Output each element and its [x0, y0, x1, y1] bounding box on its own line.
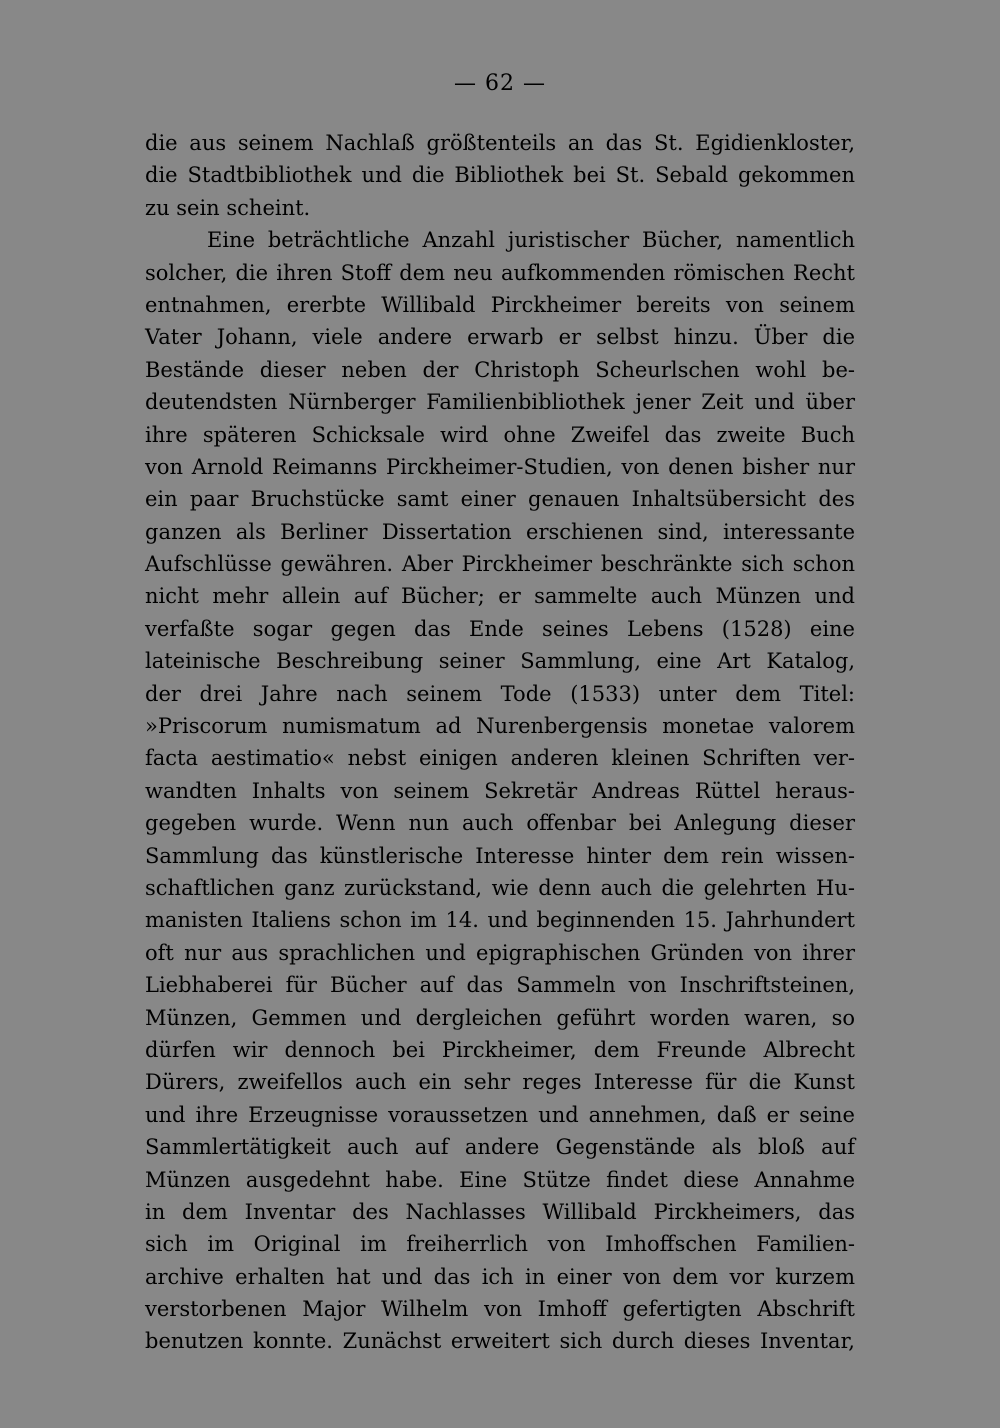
text-line: Bestände dieser neben der Christoph Scheurlschen wohl be- — [145, 357, 855, 382]
text-line: nicht mehr allein auf Bücher; er sammelte auch Münzen und — [145, 584, 855, 609]
text-line: Sammlertätigkeit auch auf andere Gegenstände als bloß auf — [145, 1135, 855, 1160]
text-line: Münzen ausgedehnt habe. Eine Stütze findet diese Annahme — [145, 1167, 855, 1192]
text-line: sich im Original im freiherrlich von Imhoffschen Familien- — [145, 1232, 855, 1257]
text-line: manisten Italiens schon im 14. und beginnenden 15. Jahrhundert — [145, 908, 855, 933]
text-line: archive erhalten hat und das ich in einer von dem vor kurzem — [145, 1264, 855, 1289]
text-line: benutzen konnte. Zunächst erweitert sich durch dieses Inventar, — [145, 1329, 855, 1354]
text-line: Dürers, zweifellos auch ein sehr reges Interesse für die Kunst — [145, 1070, 855, 1095]
text-line: Vater Johann, viele andere erwarb er selbst hinzu. Über die — [145, 325, 855, 350]
text-line: gegeben wurde. Wenn nun auch offenbar bei Anlegung dieser — [145, 811, 855, 836]
text-line: ganzen als Berliner Dissertation erschienen sind, interessante — [145, 519, 855, 544]
text-line: ein paar Bruchstücke samt einer genauen Inhaltsübersicht des — [145, 487, 855, 512]
text-line: die Stadtbibliothek und die Bibliothek bei St. Sebald gekommen — [145, 163, 855, 188]
text-line: oft nur aus sprachlichen und epigraphischen Gründen von ihrer — [145, 940, 855, 965]
text-line: Eine beträchtliche Anzahl juristischer Bücher, namentlich — [207, 228, 855, 253]
text-line: der drei Jahre nach seinem Tode (1533) unter dem Titel: — [145, 681, 855, 706]
text-line: verfaßte sogar gegen das Ende seines Lebens (1528) eine — [145, 616, 855, 641]
text-line: schaftlichen ganz zurückstand, wie denn auch die gelehrten Hu- — [145, 875, 855, 900]
text-line: Aufschlüsse gewähren. Aber Pirckheimer beschränkte sich schon — [145, 552, 855, 577]
text-line: solcher, die ihren Stoff dem neu aufkommenden römischen Recht — [145, 260, 855, 285]
text-line: die aus seinem Nachlaß größtenteils an das St. Egidienkloster, — [145, 131, 855, 155]
text-line: wandten Inhalts von seinem Sekretär Andreas Rüttel heraus- — [145, 778, 855, 803]
text-line: Münzen, Gemmen und dergleichen geführt worden waren, so — [145, 1005, 855, 1030]
text-line: in dem Inventar des Nachlasses Willibald Pirckheimers, das — [145, 1199, 855, 1224]
text-line: dürfen wir dennoch bei Pirckheimer, dem Freunde Albrecht — [145, 1037, 855, 1062]
text-line: ihre späteren Schicksale wird ohne Zweifel das zweite Buch — [145, 422, 855, 447]
text-line: zu sein scheint. — [145, 195, 311, 220]
text-line: und ihre Erzeugnisse voraussetzen und annehmen, daß er seine — [145, 1102, 855, 1127]
body-text — [145, 127, 855, 1358]
text-line: deutendsten Nürnberger Familienbibliothek jener Zeit und über — [145, 390, 855, 415]
text-line: von Arnold Reimanns Pirckheimer-Studien, von denen bisher nur — [145, 454, 855, 479]
text-line: facta aestimatio« nebst einigen anderen kleinen Schriften ver- — [145, 746, 855, 771]
text-line: Liebhaberei für Bücher auf das Sammeln von Inschriftsteinen, — [145, 973, 855, 998]
text-line: »Priscorum numismatum ad Nurenbergensis monetae valorem — [145, 714, 855, 739]
text-line: entnahmen, ererbte Willibald Pirckheimer bereits von seinem — [145, 292, 855, 317]
text-line: lateinische Beschreibung seiner Sammlung, eine Art Katalog, — [145, 649, 855, 674]
page-number: — 62 — — [454, 71, 546, 96]
text-line: Sammlung das künstlerische Interesse hinter dem rein wissen- — [145, 843, 855, 868]
text-line: verstorbenen Major Wilhelm von Imhoff gefertigten Abschrift — [145, 1297, 855, 1322]
